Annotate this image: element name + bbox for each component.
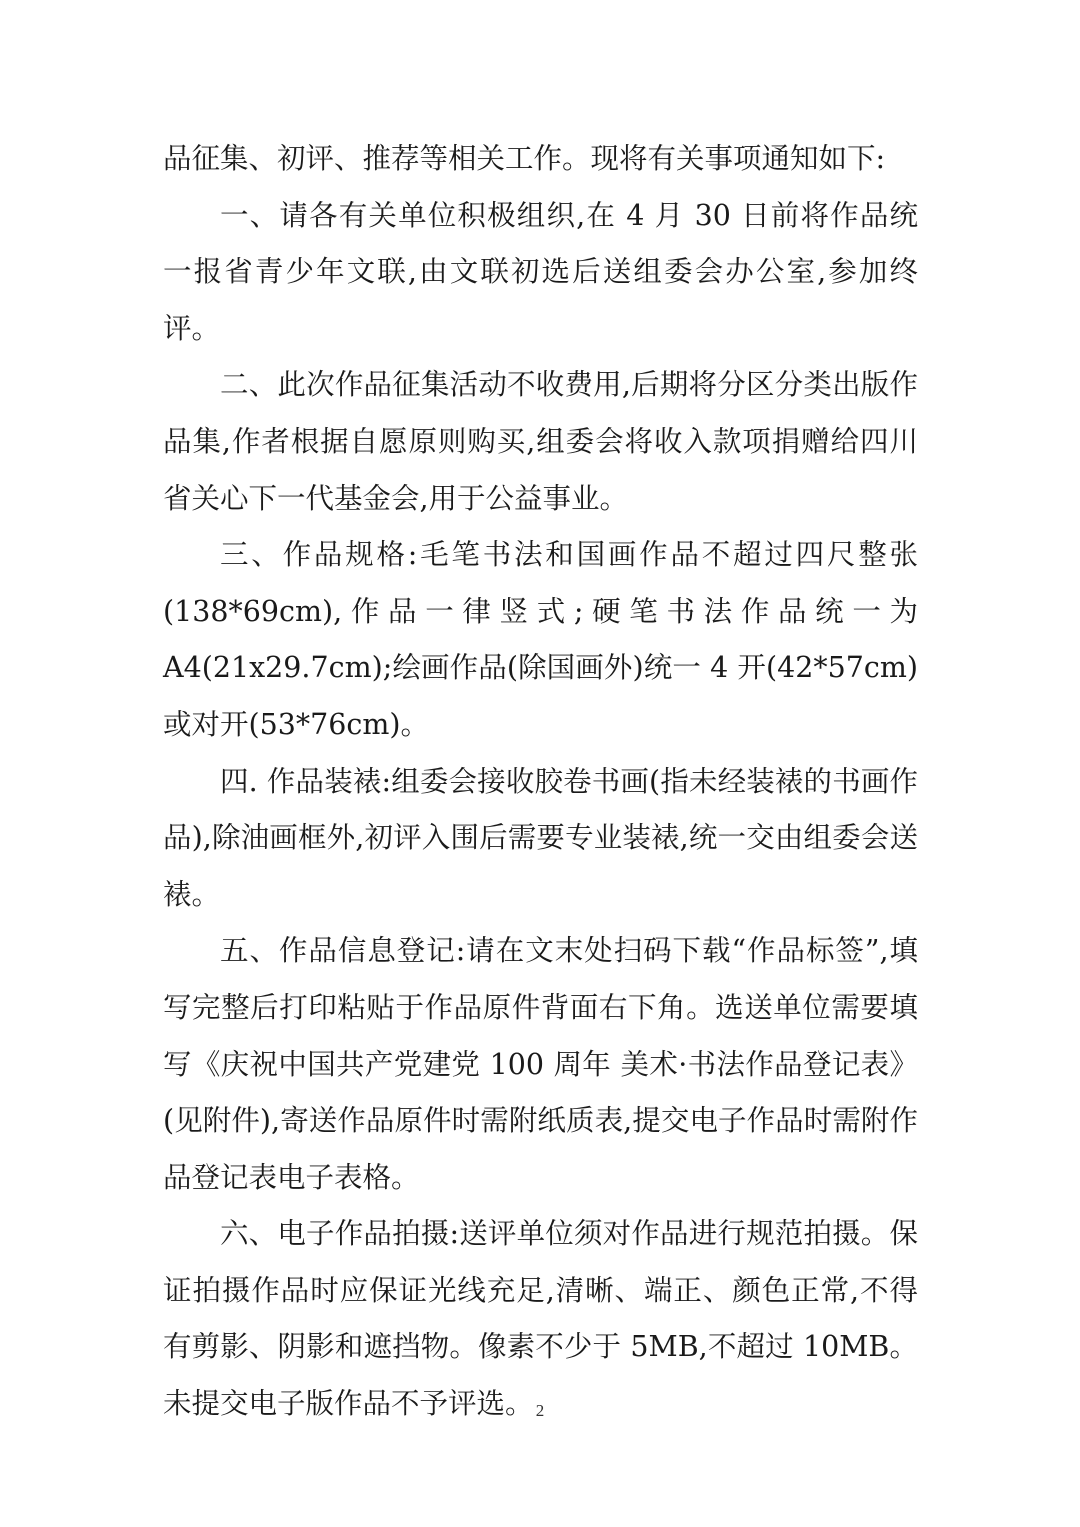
paragraph-item-1-submission: 一、请各有关单位积极组织,在 4 月 30 日前将作品统一报省青少年文联,由文联初选后送组委会办公室,参加终评。 xyxy=(163,198,918,345)
paragraph-item-6-photography: 六、电子作品拍摄:送评单位须对作品进行规范拍摄。保证拍摄作品时应保证光线充足,清晰、端正、颜色正常,不得有剪影、阴影和遮挡物。像素不少于 5MB,不超过 10MB。未提交电子版作品不予评选。 xyxy=(163,1217,918,1421)
page-number: 2 xyxy=(535,1401,545,1420)
document-body xyxy=(163,131,918,1433)
paragraph-item-2-fees: 二、此次作品征集活动不收费用,后期将分区分类出版作品集,作者根据自愿原则购买,组委会将收入款项捐赠给四川省关心下一代基金会,用于公益事业。 xyxy=(163,368,918,515)
paragraph-item-3-specifications: 三、作品规格:毛笔书法和国画作品不超过四尺整张(138*69cm),作品一律竖式;硬笔书法作品统一为 A4(21x29.7cm);绘画作品(除国画外)统一 4 开(42*57cm)或对开(53*76cm)。 xyxy=(163,538,918,741)
paragraph-intro-continued: 品征集、初评、推荐等相关工作。现将有关事项通知如下: xyxy=(163,142,886,175)
paragraph-item-5-registration: 五、作品信息登记:请在文末处扫码下载“作品标签”,填写完整后打印粘贴于作品原件背面右下角。选送单位需要填写《庆祝中国共产党建党 100 周年 美术·书法作品登记表》(见附件),寄送作品原件时需附纸质表,提交电子作品时需附作品登记表电子表格。 xyxy=(163,934,918,1194)
paragraph-item-4-mounting: 四. 作品装裱:组委会接收胶卷书画(指未经装裱的书画作品),除油画框外,初评入围后需要专业装裱,统一交由组委会送裱。 xyxy=(163,764,918,911)
